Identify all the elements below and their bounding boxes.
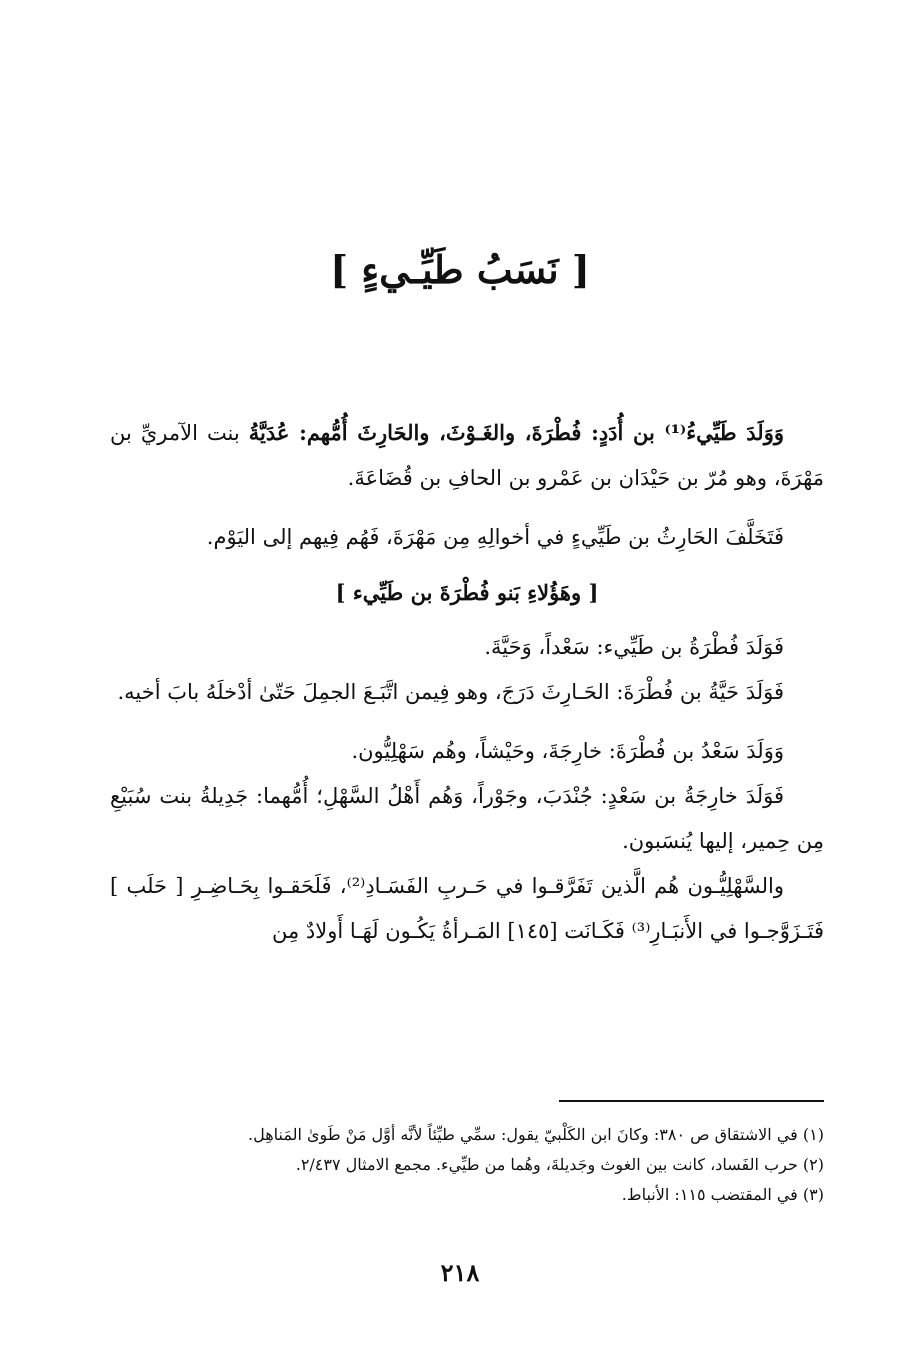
paragraph-4: فَوَلَدَ حَيَّةُ بن فُطْرَةَ: الحَـارِثَ دَرَجَ، وهو فِيمن اتَّبَـعَ الجمِلَ حَتّىٰ أدْخلَهُ بابَ أخيه. xyxy=(117,680,784,704)
paragraph-1 xyxy=(110,410,824,501)
paragraph-1-lead: وَوَلَدَ طَيِّيءُ⁽¹⁾ بن أُدَدٍ: فُطْرَةَ، والغَـوْثَ، والحَارِثَ أُمُّهم: عُدَيَّةُ xyxy=(248,420,784,445)
paragraph-5: وَوَلَدَ سَعْدُ بن فُطْرَةَ: خارِجَةَ، وحَيْشاً، وهُم سَهْلِيُّون. xyxy=(351,739,784,763)
paragraph-2: فَتَخَلَّفَ الحَارِثُ بن طَيِّيءٍ في أخوالِهِ مِن مَهْرَةَ، فَهُم فِيهم إلى اليَوْم. xyxy=(206,525,784,549)
chapter-title: [ نَسَبُ طَيِّـيءٍ ] xyxy=(330,247,590,292)
paragraph-6: فَوَلَدَ خارِجَةُ بن سَعْدٍ: جُنْدَبَ، وجَوْراً، وَهُم أَهْلُ السَّهْلِ؛ أُمُّهما: جَدِيلةُ بنت سُبَيْعِ مِن حِمير، إليها يُنسَبون. xyxy=(110,784,824,853)
main-text xyxy=(110,410,824,954)
footnote-3: (٣) في المقتضب ١١٥: الأنباط. xyxy=(621,1185,824,1204)
page-number: ٢١٨ xyxy=(440,1258,480,1287)
section-subheading: [ وهَؤُلاءِ بَنو فُطْرَةَ بن طَيِّيء ] xyxy=(335,580,599,605)
paragraph-3: فَوَلَدَ فُطْرَةُ بن طَيِّيء: سَعْداً، وَحَيَّةَ. xyxy=(484,635,784,659)
footnote-1: (١) في الاشتقاق ص ٣٨٠: وكانَ ابن الكَلْبيّ يقول: سمِّي طيِّئاً لأنَّه أوَّل مَنْ طَوىٰ المَناهِل. xyxy=(248,1125,824,1144)
footnotes xyxy=(110,1120,824,1210)
footnote-2: (٢) حرب الفَساد، كانت بين الغوث وجَديلةَ، وهُما من طيِّيء. مجمع الامثال ٢/٤٣٧. xyxy=(295,1155,824,1174)
paragraph-7: والسَّهْلِيُّـون هُم الَّذين تَفَرَّقـوا في حَـربِ الفَسَـادِ⁽²⁾، فَلَحَقـوا بِحَـاضِـرِ [ حَلَب ] فَتَـزَوَّجـوا في الأَنبَـارِ⁽³⁾ فَكَـانَت [١٤٥] المَـرأةُ يَكُـون لَهَـا أَولادٌ مِن xyxy=(110,874,824,943)
footnote-divider xyxy=(559,1100,824,1102)
paragraph-1-rest: بنت الآمريِّ بن مَهْرَةَ، وهو مُرّ بن حَيْدَان بن عَمْرو بن الحافِ بن قُضَاعَةَ. xyxy=(110,421,824,490)
